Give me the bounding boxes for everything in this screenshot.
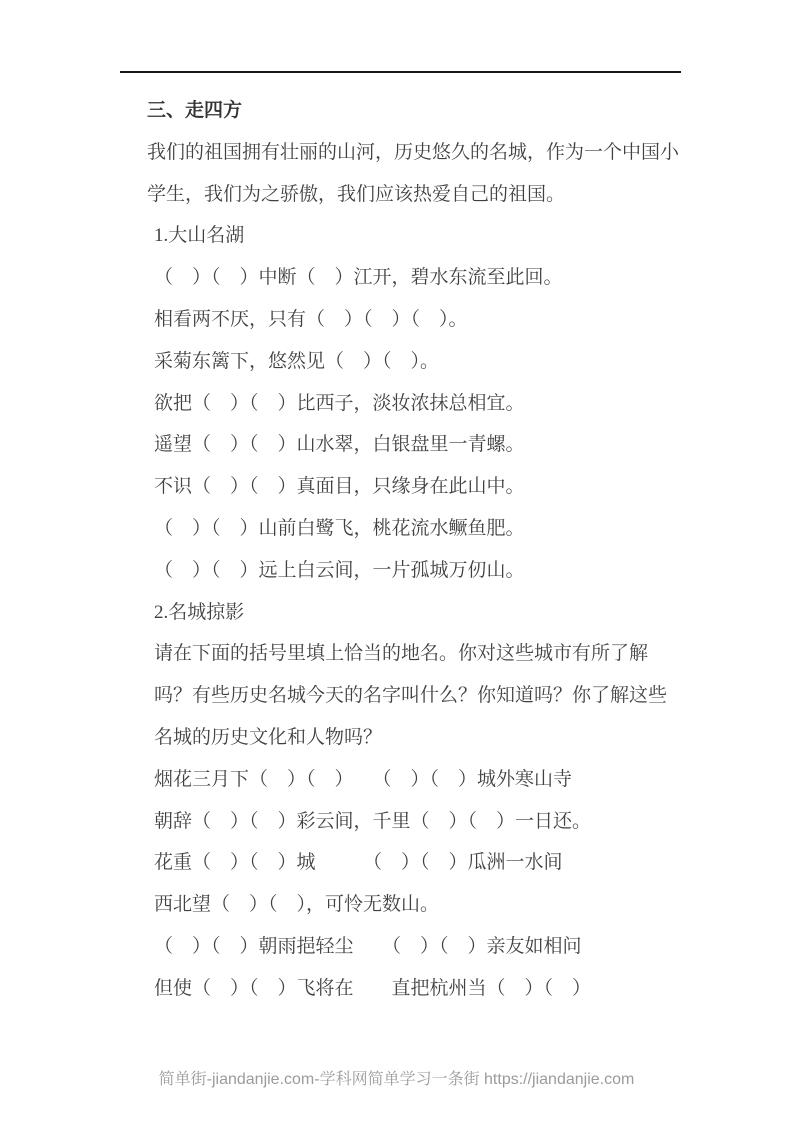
intro-line: 学生，我们为之骄傲，我们应该热爱自己的祖国。 xyxy=(147,183,566,205)
instruction-line: 请在下面的括号里填上恰当的地名。你对这些城市有所了解 xyxy=(154,643,649,665)
instruction-line: 吗？有些历史名城今天的名字叫什么？你知道吗？你了解这些 xyxy=(154,685,668,707)
fill-blank-line: （ ）（ ）远上白云间，一片孤城万仞山。 xyxy=(154,559,525,581)
fill-blank-line: （ ）（ ）山前白鹭飞，桃花流水鳜鱼肥。 xyxy=(154,517,525,539)
fill-blank-line: 遥望（ ）（ ）山水翠，白银盘里一青螺。 xyxy=(154,434,525,456)
subsection-heading-famous-cities: 2.名城掠影 xyxy=(154,601,245,623)
fill-blank-line: 相看两不厌，只有（ ）（ ）（ ）。 xyxy=(154,308,468,330)
fill-blank-line: 欲把（ ）（ ）比西子，淡妆浓抹总相宜。 xyxy=(154,392,525,414)
instruction-line: 名城的历史文化和人物吗？ xyxy=(154,726,383,748)
fill-blank-line: 花重（ ）（ ）城 （ ）（ ）瓜洲一水间 xyxy=(154,852,563,874)
fill-blank-line: （ ）（ ）中断（ ）江开，碧水东流至此回。 xyxy=(154,267,563,289)
fill-blank-line: 但使（ ）（ ）飞将在 直把杭州当（ ）（ ） xyxy=(154,977,592,999)
section-title: 三、走四方 xyxy=(147,100,243,121)
intro-line: 我们的祖国拥有壮丽的山河，历史悠久的名城，作为一个中国小 xyxy=(147,141,680,163)
fill-blank-line: （ ）（ ）朝雨挹轻尘 （ ）（ ）亲友如相问 xyxy=(154,935,582,957)
footer-credit: 简单街-jiandanjie.com-学科网简单学习一条街 https://jiandanjie.com xyxy=(158,1071,635,1088)
worksheet-body xyxy=(120,90,681,1010)
fill-blank-line: 朝辞（ ）（ ）彩云间，千里（ ）（ ）一日还。 xyxy=(154,810,592,832)
fill-blank-line: 烟花三月下（ ）（ ） （ ）（ ）城外寒山寺 xyxy=(154,768,573,790)
fill-blank-line: 采菊东篱下，悠然见（ ）（ ）。 xyxy=(154,350,440,372)
fill-blank-line: 不识（ ）（ ）真面目，只缘身在此山中。 xyxy=(154,476,525,498)
worksheet-page xyxy=(120,71,681,1010)
subsection-heading-mountains-lakes: 1.大山名湖 xyxy=(154,225,245,247)
fill-blank-line: 西北望（ ）（ ），可怜无数山。 xyxy=(154,894,440,916)
